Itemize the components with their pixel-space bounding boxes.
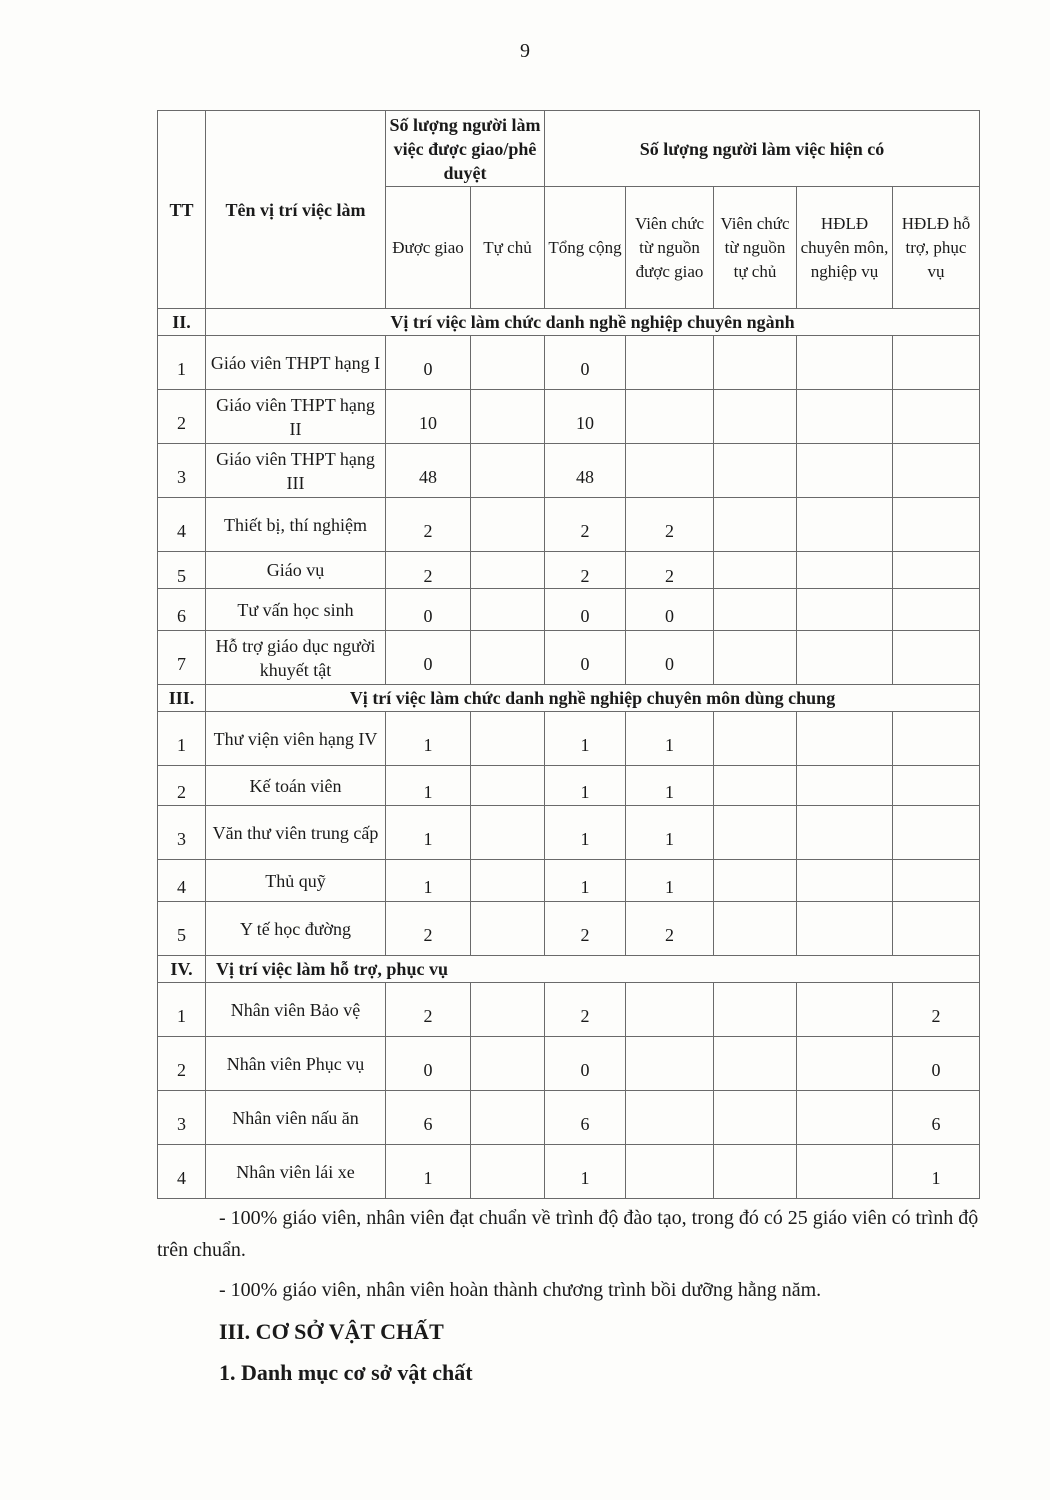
row-tu-chu	[471, 589, 545, 631]
row-hdld-chuyen-mon	[797, 336, 893, 390]
row-duoc-giao: 0	[386, 336, 471, 390]
row-duoc-giao: 2	[386, 902, 471, 956]
table-row	[158, 712, 980, 766]
row-vc-duoc-giao	[626, 444, 714, 498]
row-tong-cong: 1	[545, 712, 626, 766]
section-row	[158, 956, 980, 983]
row-tu-chu	[471, 390, 545, 444]
section-code: II.	[158, 309, 206, 336]
row-duoc-giao: 2	[386, 498, 471, 552]
row-vc-tu-chu	[714, 806, 797, 860]
row-hdld-chuyen-mon	[797, 552, 893, 589]
heading-facilities: III. CƠ SỞ VẬT CHẤT	[219, 1319, 444, 1344]
table-header	[158, 111, 980, 309]
row-hdld-ho-tro	[893, 631, 980, 685]
row-vc-duoc-giao: 1	[626, 806, 714, 860]
row-tu-chu	[471, 552, 545, 589]
table-row	[158, 1037, 980, 1091]
row-tu-chu	[471, 1037, 545, 1091]
row-duoc-giao: 48	[386, 444, 471, 498]
table-row	[158, 902, 980, 956]
row-duoc-giao: 0	[386, 1037, 471, 1091]
header-assigned-group: Số lượng người làm việc được giao/phê duyệt	[386, 111, 545, 187]
row-position-name: Giáo vụ	[206, 552, 386, 589]
row-hdld-chuyen-mon	[797, 444, 893, 498]
row-tong-cong: 48	[545, 444, 626, 498]
row-vc-tu-chu	[714, 983, 797, 1037]
row-duoc-giao: 1	[386, 860, 471, 902]
row-duoc-giao: 1	[386, 766, 471, 806]
row-tt: 4	[158, 1145, 206, 1199]
row-vc-duoc-giao: 0	[626, 631, 714, 685]
row-position-name: Nhân viên nấu ăn	[206, 1091, 386, 1145]
row-hdld-ho-tro: 1	[893, 1145, 980, 1199]
row-tt: 1	[158, 336, 206, 390]
heading-facility-list: 1. Danh mục cơ sở vật chất	[219, 1360, 473, 1385]
row-hdld-chuyen-mon	[797, 902, 893, 956]
row-vc-tu-chu	[714, 902, 797, 956]
row-tong-cong: 1	[545, 1145, 626, 1199]
row-vc-duoc-giao: 2	[626, 498, 714, 552]
row-tong-cong: 0	[545, 1037, 626, 1091]
row-duoc-giao: 1	[386, 712, 471, 766]
row-position-name: Kế toán viên	[206, 766, 386, 806]
row-vc-duoc-giao	[626, 983, 714, 1037]
row-position-name: Thủ quỹ	[206, 860, 386, 902]
section-row	[158, 685, 980, 712]
row-vc-duoc-giao: 1	[626, 860, 714, 902]
row-hdld-ho-tro: 2	[893, 983, 980, 1037]
row-hdld-chuyen-mon	[797, 806, 893, 860]
row-tong-cong: 0	[545, 589, 626, 631]
row-duoc-giao: 10	[386, 390, 471, 444]
row-vc-tu-chu	[714, 1037, 797, 1091]
row-hdld-ho-tro	[893, 498, 980, 552]
table-row	[158, 444, 980, 498]
row-tu-chu	[471, 806, 545, 860]
table-row	[158, 552, 980, 589]
row-duoc-giao: 0	[386, 589, 471, 631]
row-tong-cong: 1	[545, 806, 626, 860]
row-vc-tu-chu	[714, 444, 797, 498]
row-hdld-chuyen-mon	[797, 1037, 893, 1091]
row-vc-tu-chu	[714, 712, 797, 766]
row-tt: 5	[158, 902, 206, 956]
row-tt: 2	[158, 766, 206, 806]
table-row	[158, 766, 980, 806]
row-hdld-chuyen-mon	[797, 390, 893, 444]
row-position-name: Văn thư viên trung cấp	[206, 806, 386, 860]
row-tong-cong: 2	[545, 498, 626, 552]
header-vc-duoc-giao: Viên chức từ nguồn được giao	[626, 187, 714, 309]
row-tt: 4	[158, 860, 206, 902]
row-tu-chu	[471, 444, 545, 498]
row-hdld-ho-tro	[893, 390, 980, 444]
row-tu-chu	[471, 336, 545, 390]
row-duoc-giao: 0	[386, 631, 471, 685]
page-number: 9	[520, 40, 530, 62]
row-hdld-chuyen-mon	[797, 860, 893, 902]
table-body	[158, 309, 980, 1199]
section-code: IV.	[158, 956, 206, 983]
table-row	[158, 983, 980, 1037]
row-vc-tu-chu	[714, 552, 797, 589]
table-row	[158, 589, 980, 631]
row-hdld-ho-tro	[893, 902, 980, 956]
row-hdld-chuyen-mon	[797, 498, 893, 552]
row-duoc-giao: 2	[386, 552, 471, 589]
row-tt: 5	[158, 552, 206, 589]
row-position-name: Nhân viên Bảo vệ	[206, 983, 386, 1037]
table-row	[158, 1091, 980, 1145]
row-tt: 2	[158, 1037, 206, 1091]
row-vc-duoc-giao: 0	[626, 589, 714, 631]
row-duoc-giao: 6	[386, 1091, 471, 1145]
row-hdld-ho-tro	[893, 552, 980, 589]
row-vc-tu-chu	[714, 860, 797, 902]
row-vc-tu-chu	[714, 1145, 797, 1199]
row-vc-duoc-giao: 2	[626, 902, 714, 956]
row-position-name: Giáo viên THPT hạng III	[206, 444, 386, 498]
row-tt: 6	[158, 589, 206, 631]
header-position: Tên vị trí việc làm	[206, 111, 386, 309]
row-tt: 3	[158, 806, 206, 860]
table-row	[158, 336, 980, 390]
section-title: Vị trí việc làm hỗ trợ, phục vụ	[206, 956, 980, 983]
row-tong-cong: 0	[545, 631, 626, 685]
row-tong-cong: 2	[545, 552, 626, 589]
row-vc-tu-chu	[714, 589, 797, 631]
row-duoc-giao: 2	[386, 983, 471, 1037]
row-hdld-ho-tro: 6	[893, 1091, 980, 1145]
row-vc-duoc-giao	[626, 390, 714, 444]
row-hdld-ho-tro	[893, 766, 980, 806]
row-hdld-chuyen-mon	[797, 631, 893, 685]
row-hdld-ho-tro	[893, 444, 980, 498]
section-code: III.	[158, 685, 206, 712]
row-vc-tu-chu	[714, 390, 797, 444]
staffing-table	[157, 110, 980, 1199]
row-hdld-ho-tro: 0	[893, 1037, 980, 1091]
row-vc-tu-chu	[714, 766, 797, 806]
header-vc-tu-chu: Viên chức từ nguồn tự chủ	[714, 187, 797, 309]
header-tu-chu: Tự chủ	[471, 187, 545, 309]
header-hdld-ho-tro: HĐLĐ hỗ trợ, phục vụ	[893, 187, 980, 309]
row-tu-chu	[471, 498, 545, 552]
row-tt: 3	[158, 1091, 206, 1145]
row-tt: 2	[158, 390, 206, 444]
row-tong-cong: 2	[545, 902, 626, 956]
row-hdld-chuyen-mon	[797, 589, 893, 631]
row-position-name: Hỗ trợ giáo dục người khuyết tật	[206, 631, 386, 685]
table-row	[158, 498, 980, 552]
row-tong-cong: 10	[545, 390, 626, 444]
row-position-name: Nhân viên lái xe	[206, 1145, 386, 1199]
row-vc-duoc-giao	[626, 336, 714, 390]
row-vc-duoc-giao	[626, 1145, 714, 1199]
row-duoc-giao: 1	[386, 806, 471, 860]
row-vc-tu-chu	[714, 336, 797, 390]
row-vc-tu-chu	[714, 631, 797, 685]
row-vc-duoc-giao: 1	[626, 712, 714, 766]
row-tu-chu	[471, 902, 545, 956]
header-hdld-chuyen-mon: HĐLĐ chuyên môn, nghiệp vụ	[797, 187, 893, 309]
row-tu-chu	[471, 860, 545, 902]
row-tt: 1	[158, 712, 206, 766]
section-title: Vị trí việc làm chức danh nghề nghiệp chuyên môn dùng chung	[206, 685, 980, 712]
row-hdld-ho-tro	[893, 589, 980, 631]
row-hdld-ho-tro	[893, 806, 980, 860]
row-tu-chu	[471, 712, 545, 766]
row-hdld-chuyen-mon	[797, 1091, 893, 1145]
row-tu-chu	[471, 983, 545, 1037]
table-row	[158, 1145, 980, 1199]
row-tong-cong: 0	[545, 336, 626, 390]
row-tong-cong: 1	[545, 766, 626, 806]
table-row	[158, 806, 980, 860]
header-duoc-giao: Được giao	[386, 187, 471, 309]
row-position-name: Y tế học đường	[206, 902, 386, 956]
paragraph-training: - 100% giáo viên, nhân viên hoàn thành chương trình bồi dưỡng hằng năm.	[219, 1279, 822, 1301]
row-vc-duoc-giao	[626, 1091, 714, 1145]
row-hdld-chuyen-mon	[797, 712, 893, 766]
row-tt: 1	[158, 983, 206, 1037]
row-tong-cong: 2	[545, 983, 626, 1037]
row-tt: 4	[158, 498, 206, 552]
table-row	[158, 860, 980, 902]
row-hdld-ho-tro	[893, 712, 980, 766]
table-row	[158, 631, 980, 685]
row-tu-chu	[471, 1091, 545, 1145]
row-position-name: Tư vấn học sinh	[206, 589, 386, 631]
table-row	[158, 390, 980, 444]
row-tu-chu	[471, 766, 545, 806]
row-position-name: Nhân viên Phục vụ	[206, 1037, 386, 1091]
row-hdld-ho-tro	[893, 336, 980, 390]
header-current-group: Số lượng người làm việc hiện có	[545, 111, 980, 187]
row-vc-duoc-giao: 2	[626, 552, 714, 589]
row-vc-tu-chu	[714, 1091, 797, 1145]
row-position-name: Thiết bị, thí nghiệm	[206, 498, 386, 552]
row-hdld-chuyen-mon	[797, 983, 893, 1037]
row-hdld-ho-tro	[893, 860, 980, 902]
row-tu-chu	[471, 631, 545, 685]
row-duoc-giao: 1	[386, 1145, 471, 1199]
header-tong-cong: Tổng cộng	[545, 187, 626, 309]
row-tt: 3	[158, 444, 206, 498]
row-position-name: Giáo viên THPT hạng II	[206, 390, 386, 444]
section-row	[158, 309, 980, 336]
row-vc-tu-chu	[714, 498, 797, 552]
paragraph-qualification: - 100% giáo viên, nhân viên đạt chuẩn về trình độ đào tạo, trong đó có 25 giáo viên có trình độ trên chuẩn.	[157, 1207, 979, 1261]
row-tu-chu	[471, 1145, 545, 1199]
row-position-name: Giáo viên THPT hạng I	[206, 336, 386, 390]
row-tong-cong: 6	[545, 1091, 626, 1145]
row-position-name: Thư viện viên hạng IV	[206, 712, 386, 766]
header-tt: TT	[158, 111, 206, 309]
row-tt: 7	[158, 631, 206, 685]
row-vc-duoc-giao	[626, 1037, 714, 1091]
section-title: Vị trí việc làm chức danh nghề nghiệp chuyên ngành	[206, 309, 980, 336]
row-tong-cong: 1	[545, 860, 626, 902]
row-vc-duoc-giao: 1	[626, 766, 714, 806]
row-hdld-chuyen-mon	[797, 766, 893, 806]
row-hdld-chuyen-mon	[797, 1145, 893, 1199]
